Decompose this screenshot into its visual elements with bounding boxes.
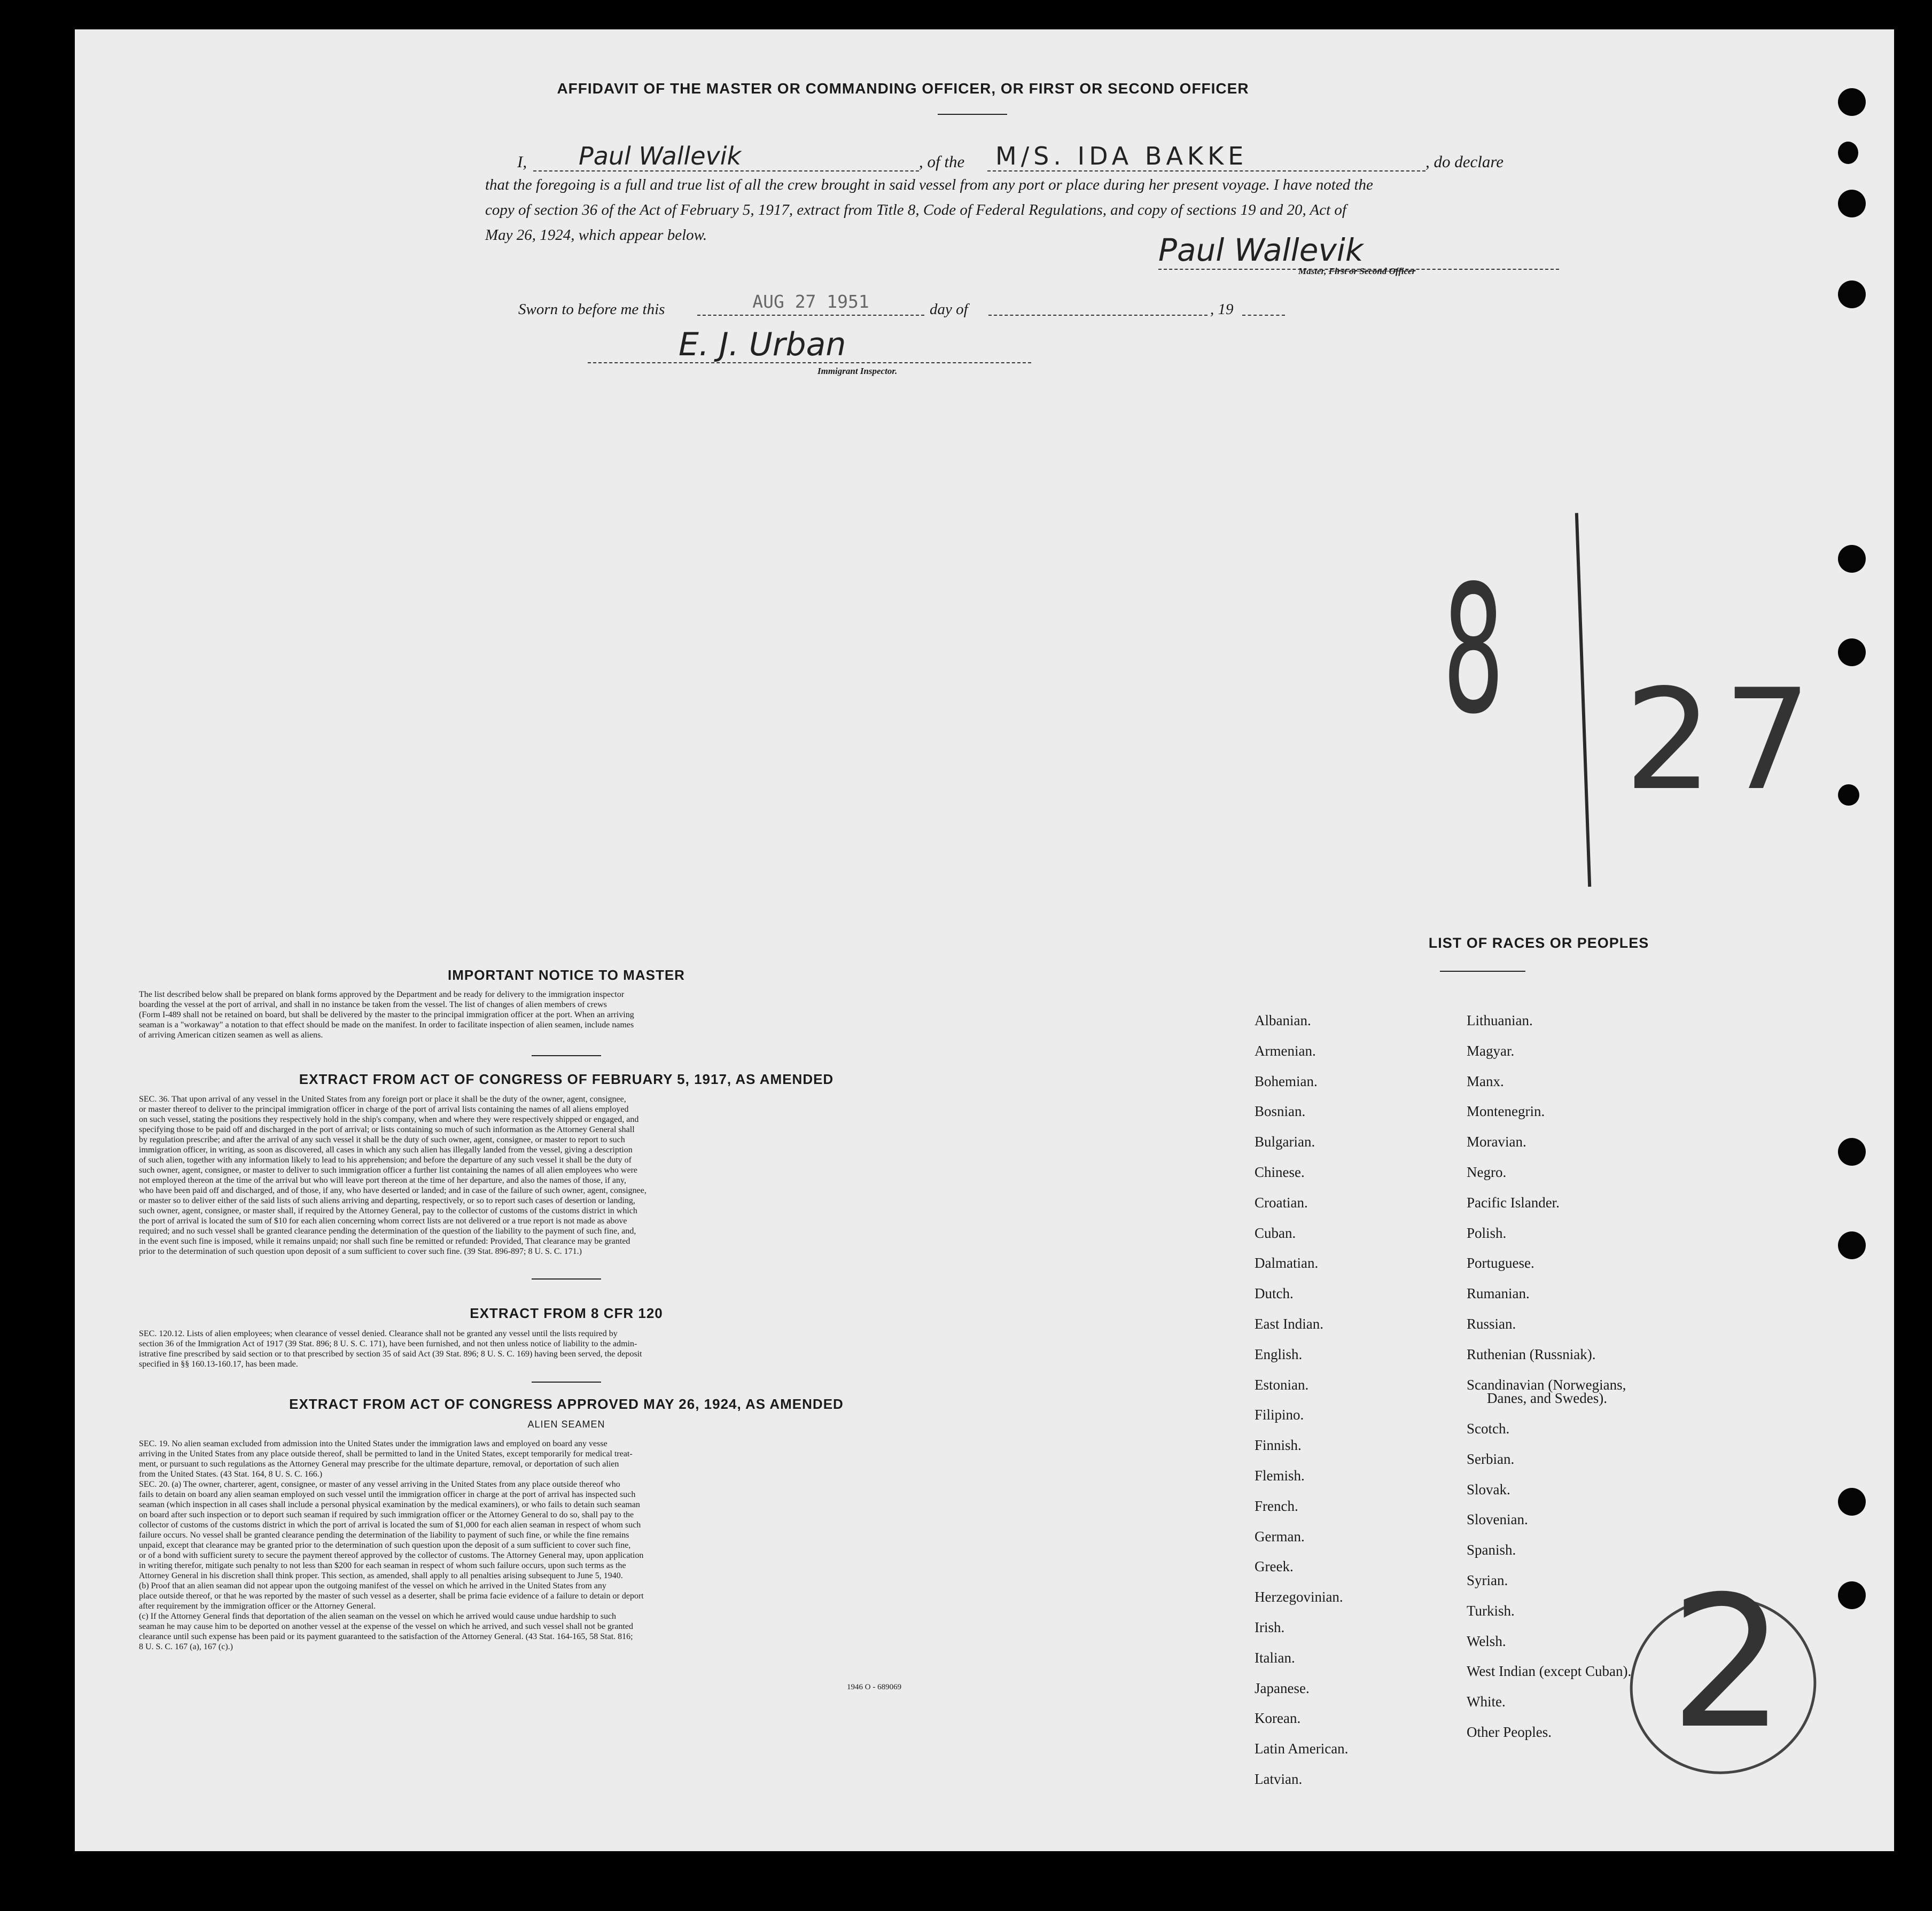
race-item: Slovak.: [1467, 1481, 1510, 1497]
extract-1917-line: SEC. 36. That upon arrival of any vessel in the United States from any foreign port or place it shall be the duty of the owner, agent, consignee,: [139, 1095, 626, 1104]
extract-1917-line: the port of arrival is located the sum of $10 for each alien concerning whom correct lists are not delivered or a true report is not made as above: [139, 1216, 627, 1226]
extract-1924-line: (b) Proof that an alien seaman did not appear upon the outgoing manifest of the vessel on which he arrived in the United States from any: [139, 1581, 606, 1590]
punch-hole: [1838, 784, 1859, 806]
punch-hole: [1838, 1488, 1866, 1516]
race-item: Serbian.: [1467, 1450, 1515, 1467]
extract-1924-line: arriving in the United States from any place outside thereof, shall be permitted to land in the United States, except temporarily for medical treat-: [139, 1449, 633, 1458]
extract-1917-line: such owner, agent, consignee, or master shall, if required by the Attorney General, pay to the collector of customs of the customs district in which: [139, 1206, 637, 1215]
extract-1917-body: [139, 1094, 994, 1257]
race-item: Bohemian.: [1255, 1073, 1318, 1089]
race-item: Finnish.: [1255, 1437, 1302, 1454]
race-item: Cuban.: [1255, 1224, 1296, 1241]
race-item: West Indian (except Cuban).: [1467, 1663, 1632, 1680]
race-item: Albanian.: [1255, 1012, 1311, 1028]
extract-1924-line: SEC. 20. (a) The owner, charterer, agent, consignee, or master of any vessel arriving in the United States from any place outside thereof who: [139, 1480, 620, 1489]
race-item: German.: [1255, 1528, 1305, 1545]
race-item: Scotch.: [1467, 1420, 1510, 1437]
punch-hole: [1838, 1231, 1866, 1259]
extract-1924-line: fails to detain on board any alien seaman employed on such vessel until the immigration officer in charge at the port of arrival has inspected such: [139, 1490, 636, 1499]
extract-8cfr-body: [139, 1329, 994, 1369]
extract-1924-line: clearance until such expense has been paid or its payment guaranteed to the satisfaction of the Attorney General. (43 Stat. 164-165, 58 Stat. 816;: [139, 1632, 633, 1641]
punch-hole: [1838, 88, 1866, 116]
sworn-label: Sworn to before me this: [518, 301, 665, 318]
extract-1924-title: EXTRACT FROM ACT OF CONGRESS APPROVED MAY 26, 1924, AS AMENDED: [289, 1396, 844, 1412]
extract-1917-line: such owner, agent, consignee, or master to deliver to such immigration officer a further list containing the names of all alien employees who were: [139, 1166, 637, 1175]
signature-caption: [1298, 266, 1415, 277]
extract-1917-line: required; and no such vessel shall be granted clearance pending the determination of the question of the liability to the payment of such fine, and,: [139, 1227, 636, 1236]
punch-hole: [1838, 142, 1858, 164]
extract-1924-line: on board after such inspection or to deport such seaman if required by such immigration officer or the Attorney General to do so, shall pay to the: [139, 1510, 634, 1519]
notice-title: IMPORTANT NOTICE TO MASTER: [448, 967, 685, 983]
notice-body: [139, 989, 994, 1040]
affidavit-body-line: copy of section 36 of the Act of February 5, 1917, extract from Title 8, Code of Federal Regulations, and copy of sections 19 and 20, Act of: [485, 201, 1346, 219]
year-label: , 19: [1210, 301, 1234, 318]
extract-1924-subtitle: ALIEN SEAMEN: [527, 1419, 605, 1430]
race-item: Latin American.: [1255, 1741, 1349, 1757]
races-title: LIST OF RACES OR PEOPLES: [1428, 935, 1649, 951]
race-item: Pacific Islander.: [1467, 1194, 1560, 1211]
race-item: Italian.: [1255, 1649, 1295, 1666]
extract-1917-line: who have been paid off and discharged, and of those, if any, who have deserted or landed; and in case of the failure of such owner, agent, consignee,: [139, 1186, 646, 1195]
extract-1917-line: by regulation prescribe; and after the arrival of any such vessel it shall be the duty of such owner, agent, consignee, or master to report to such: [139, 1135, 625, 1144]
master-name: Paul Wallevik: [533, 142, 919, 171]
race-item: Chinese.: [1255, 1164, 1305, 1180]
punch-hole: [1838, 1138, 1866, 1166]
race-item: Latvian.: [1255, 1771, 1303, 1787]
race-item: Slovenian.: [1467, 1511, 1528, 1528]
extract-1924-line: from the United States. (43 Stat. 164, 8 U. S. C. 166.): [139, 1470, 323, 1479]
sworn-line: [518, 291, 1507, 323]
punch-hole: [1838, 1581, 1866, 1609]
race-item: Croatian.: [1255, 1194, 1308, 1211]
signature-label-master: Master,: [1298, 266, 1327, 276]
extract-1924-line: after requirement by the immigration officer or the Attorney General.: [139, 1602, 376, 1611]
race-item: Scandinavian (Norwegians,: [1467, 1376, 1626, 1393]
notice-divider: [532, 1055, 601, 1056]
day-of-label: day of: [930, 301, 968, 318]
handwritten-day: 27: [1624, 660, 1822, 821]
master-signature: Paul Wallevik: [1158, 231, 1559, 270]
extract-1917-line: of such alien, together with any information likely to lead to his apprehension; and before the departure of any such vessel it shall be the duty of: [139, 1156, 632, 1165]
notice-line: of arriving American citizen seamen as well as aliens.: [139, 1031, 323, 1040]
race-item: Manx.: [1467, 1073, 1504, 1089]
race-item: Magyar.: [1467, 1042, 1515, 1059]
affidavit-body-line: May 26, 1924, which appear below.: [485, 227, 707, 244]
extract-1924-line: place outside thereof, or that he was reported by the master of such vessel as a deserter, shall be prima facie evidence of a failure to detain or deport: [139, 1592, 644, 1601]
race-item: Dutch.: [1255, 1285, 1294, 1302]
race-item: Herzegovinian.: [1255, 1589, 1343, 1605]
race-item: Armenian.: [1255, 1042, 1316, 1059]
affidavit-declare: , do declare: [1425, 152, 1504, 171]
extract-1924-line: failure occurs. No vessel shall be granted clearance pending the determination of the liability to payment of such fine, or while the fine remains: [139, 1531, 629, 1540]
race-item: Syrian.: [1467, 1572, 1508, 1588]
race-item: Turkish.: [1467, 1602, 1515, 1619]
extract-8cfr-divider: [532, 1382, 601, 1383]
race-item: Ruthenian (Russniak).: [1467, 1346, 1596, 1362]
extract-1917-line: specifying those to be paid off and discharged in the port of arrival; or lists containing so much of such information as the Attorney General shall: [139, 1125, 635, 1134]
affidavit-of-the: , of the: [919, 152, 965, 171]
extract-1917-line: not employed thereon at the time of the arrival but who will leave port thereon at the time of her departure, and also the names of those, if any,: [139, 1176, 626, 1185]
race-item: Negro.: [1467, 1164, 1507, 1180]
race-item: French.: [1255, 1497, 1298, 1514]
vessel-name: M/S. IDA BAKKE: [987, 142, 1425, 171]
race-item: Dalmatian.: [1255, 1255, 1319, 1272]
inspector-signature: E. J. Urban: [588, 326, 1031, 363]
race-item: Welsh.: [1467, 1633, 1506, 1649]
race-item: Russian.: [1467, 1316, 1516, 1332]
affidavit-line-1: [517, 142, 1586, 174]
race-item: Polish.: [1467, 1224, 1507, 1241]
extract-8cfr-line: section 36 of the Immigration Act of 1917 (39 Stat. 896; 8 U. S. C. 171), have been furnished, and not then unless notice of liability to the admin-: [139, 1339, 637, 1348]
race-item: Irish.: [1255, 1619, 1285, 1635]
affidavit-body-line: that the foregoing is a full and true list of all the crew brought in said vessel from any port or place during her present voyage. I have noted the: [485, 176, 1373, 193]
extract-8cfr-line: specified in §§ 160.13-160.17, has been made.: [139, 1360, 298, 1369]
race-item: Filipino.: [1255, 1407, 1304, 1423]
race-item: Japanese.: [1255, 1680, 1310, 1696]
notice-line: The list described below shall be prepared on blank forms approved by the Department and be ready for delivery to the immigration inspector: [139, 990, 625, 999]
extract-1924-line: collector of customs of the customs district in which the port of arrival is located the sum of $1,000 for each alien seaman in respect of whom such: [139, 1520, 641, 1530]
race-item: White.: [1467, 1694, 1506, 1710]
signature-label-struck: First or Second Officer: [1328, 266, 1416, 276]
extract-1917-line: in the event such fine is imposed, while it remains unpaid; nor shall such fine be remitted or refunded: Provided, That clearance may be granted: [139, 1237, 630, 1246]
race-item: Spanish.: [1467, 1542, 1516, 1558]
extract-1924-line: seaman he may cause him to be deported on another vessel at the expense of the vessel on which he arrived, and such vessel shall not be granted: [139, 1622, 634, 1631]
race-item: Moravian.: [1467, 1134, 1526, 1150]
extract-1917-divider: [532, 1278, 601, 1280]
extract-1924-line: 8 U. S. C. 167 (a), 167 (c).): [139, 1642, 233, 1651]
extract-8cfr-line: istrative fine prescribed by said section or to that prescribed by section 35 of said Act (39 Stat. 896; 8 U. S. C. 169) having been served, the deposit: [139, 1350, 642, 1359]
punch-hole: [1838, 280, 1866, 308]
handwritten-circled-number: 2: [1670, 1557, 1786, 1769]
inspector-label: Immigrant Inspector.: [817, 366, 898, 376]
race-item: Rumanian.: [1467, 1285, 1530, 1302]
extract-8cfr-line: SEC. 120.12. Lists of alien employees; when clearance of vessel denied. Clearance shall not be granted any vessel until the lists required by: [139, 1329, 618, 1338]
extract-1924-line: unpaid, except that clearance may be granted prior to the determination of such question upon the deposit of a sum sufficient to cover such fine,: [139, 1541, 631, 1550]
extract-1917-line: immigration officer, in writing, as soon as discovered, all cases in which any such alien has illegally landed from the vessel, giving a description: [139, 1145, 633, 1155]
year-blank: [1242, 291, 1285, 316]
notice-line: boarding the vessel at the port of arrival, and shall in no instance be taken from the vessel. The list of changes of alien members of crews: [139, 1000, 607, 1009]
stamp-date: AUG 27 1951: [697, 291, 924, 316]
affidavit-title: AFFIDAVIT OF THE MASTER OR COMMANDING OFFICER, OR FIRST OR SECOND OFFICER: [557, 80, 1249, 97]
handwritten-slash: [1575, 513, 1591, 887]
extract-1917-line: on such vessel, stating the positions they respectively hold in the ship's company, when and where they were respectively shipped or engaged, and: [139, 1115, 639, 1124]
extract-1917-line: prior to the determination of such question upon deposit of a sum sufficient to cover such fine. (39 Stat. 896-897; 8 U. S. C. 171.): [139, 1247, 582, 1256]
race-item: Other Peoples.: [1467, 1723, 1552, 1740]
race-item: Greek.: [1255, 1558, 1294, 1575]
extract-1924-body: [139, 1439, 994, 1652]
extract-1924-line: seaman (which inspection in all cases shall include a personal physical examination by the medical examiners), or who fails to detain such seaman: [139, 1500, 640, 1509]
print-code: 1946 O - 689069: [847, 1683, 902, 1691]
race-item: Bulgarian.: [1255, 1134, 1315, 1150]
race-item: East Indian.: [1255, 1316, 1323, 1332]
race-item: Korean.: [1255, 1710, 1301, 1727]
race-item: Danes, and Swedes).: [1487, 1390, 1607, 1407]
notice-line: (Form I-489 shall not be retained on board, but shall be delivered by the master to the principal immigration officer at the port. When an arriving: [139, 1010, 634, 1019]
handwritten-month: 8: [1443, 548, 1505, 753]
extract-1917-line: or master thereof to deliver to the principal immigration officer in charge of the port of arrival lists containing the names of all aliens employed: [139, 1105, 629, 1114]
notice-line: seaman is a "workaway" a notation to that effect should be made on the manifest. In order to facilitate inspection of alien seamen, include names: [139, 1020, 634, 1029]
extract-1917-title: EXTRACT FROM ACT OF CONGRESS OF FEBRUARY 5, 1917, AS AMENDED: [299, 1071, 834, 1087]
month-blank: [988, 291, 1208, 316]
race-item: Montenegrin.: [1467, 1103, 1545, 1120]
extract-1924-line: Attorney General in his discretion shall think proper. This section, as amended, shall apply to all penalties arising subsequent to June 5, 1940.: [139, 1571, 623, 1580]
race-item: English.: [1255, 1346, 1303, 1362]
punch-hole: [1838, 190, 1866, 217]
title-divider: [938, 114, 1007, 115]
punch-hole: [1838, 638, 1866, 666]
affidavit-i: I,: [517, 152, 527, 171]
extract-1924-line: SEC. 19. No alien seaman excluded from admission into the United States under the immigration laws and employed on board any vesse: [139, 1439, 607, 1448]
document-page: [75, 29, 1894, 1851]
race-item: Flemish.: [1255, 1468, 1305, 1484]
race-item: Estonian.: [1255, 1376, 1309, 1393]
extract-8cfr-title: EXTRACT FROM 8 CFR 120: [470, 1305, 663, 1321]
races-divider: [1440, 971, 1525, 972]
extract-1924-line: or of a bond with sufficient surety to secure the payment thereof approved by the collector of customs. The Attorney General may, upon application: [139, 1551, 644, 1560]
extract-1924-line: in writing therefor, mitigate such penalty to not less than $200 for each seaman in respect of whom such failure occurs, upon such terms as the: [139, 1561, 626, 1570]
extract-1924-line: ment, or pursuant to such regulations as the Attorney General may prescribe for the ultimate departure, removal, or deportation of such alien: [139, 1460, 619, 1469]
extract-1917-line: or master so to deliver either of the said lists of such aliens arriving and departing, respectively, or so to report such cases of desertion or landing,: [139, 1196, 635, 1205]
race-item: Portuguese.: [1467, 1255, 1534, 1272]
punch-hole: [1838, 545, 1866, 573]
extract-1924-line: (c) If the Attorney General finds that deportation of the alien seaman on the vessel on which he arrived would cause undue hardship to such: [139, 1612, 617, 1621]
race-item: Bosnian.: [1255, 1103, 1306, 1120]
race-item: Lithuanian.: [1467, 1012, 1533, 1028]
